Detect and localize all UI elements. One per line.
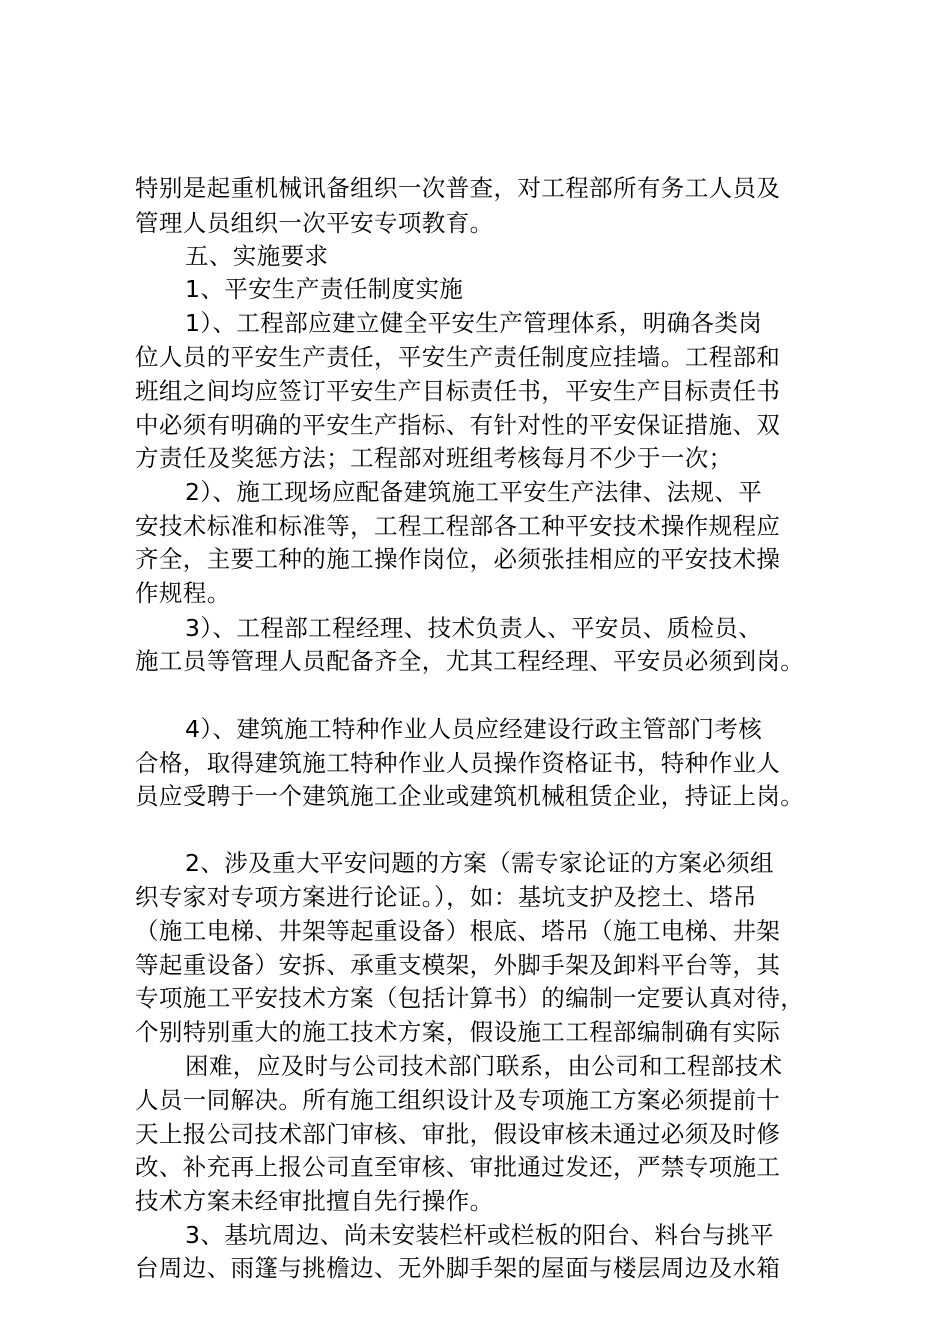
text-line: 管理人员组织一次平安专项教育。 xyxy=(135,209,494,237)
text-line: 3、基坑周边、尚未安装栏杆或栏板的阳台、料台与挑平 xyxy=(185,1221,774,1249)
text-line: 专项施工平安技术方案（包括计算书）的编制一定要认真对待， xyxy=(135,984,805,1012)
text-line: 班组之间均应签订平安生产目标责任书，平安生产目标责任书 xyxy=(135,377,781,405)
text-line: 作规程。 xyxy=(135,579,231,607)
text-line: 人员一同解决。所有施工组织设计及专项施工方案必须提前十 xyxy=(135,1086,781,1114)
text-line: 合格，取得建筑施工特种作业人员操作资格证书，特种作业人 xyxy=(135,749,781,777)
text-line: 施工员等管理人员配备齐全，尤其工程经理、平安员必须到岗。 xyxy=(135,647,805,675)
text-line: 织专家对专项方案进行论证。），如：基坑支护及挖土、塔吊 xyxy=(135,883,757,911)
text-line: 1）、工程部应建立健全平安生产管理体系，明确各类岗 xyxy=(185,309,763,337)
text-line: （施工电梯、井架等起重设备）根底、塔吊（施工电梯、井架 xyxy=(135,917,781,945)
subsection-heading: 1、平安生产责任制度实施 xyxy=(185,275,464,303)
text-line: 台周边、雨篷与挑檐边、无外脚手架的屋面与楼层周边及水箱 xyxy=(135,1254,781,1282)
text-line: 个别特别重大的施工技术方案，假设施工工程部编制确有实际 xyxy=(135,1018,781,1046)
text-line: 2、涉及重大平安问题的方案（需专家论证的方案必须组 xyxy=(185,849,774,877)
text-line: 员应受聘于一个建筑施工企业或建筑机械租赁企业，持证上岗。 xyxy=(135,782,805,810)
text-line: 安技术标准和标准等，工程工程部各工种平安技术操作规程应 xyxy=(135,512,781,540)
text-line: 特别是起重机械讯备组织一次普查，对工程部所有务工人员及 xyxy=(135,174,781,202)
text-line: 齐全，主要工种的施工操作岗位，必须张挂相应的平安技术操 xyxy=(135,545,781,573)
text-line: 3）、工程部工程经理、技术负责人、平安员、质检员、 xyxy=(185,614,763,642)
text-line: 等起重设备）安拆、承重支模架，外脚手架及卸料平台等，其 xyxy=(135,951,781,979)
text-line: 4）、建筑施工特种作业人员应经建设行政主管部门考核 xyxy=(185,715,763,743)
text-line: 中必须有明确的平安生产指标、有针对性的平安保证措施、双 xyxy=(135,411,781,439)
text-line: 技术方案未经审批擅自先行操作。 xyxy=(135,1187,494,1215)
text-line: 2）、施工现场应配备建筑施工平安生产法律、法规、平 xyxy=(185,478,763,506)
text-line: 方责任及奖惩方法；工程部对班组考核每月不少于一次； xyxy=(135,444,733,472)
text-line: 困难，应及时与公司技术部门联系，由公司和工程部技术 xyxy=(185,1052,783,1080)
text-line: 位人员的平安生产责任，平安生产责任制度应挂墙。工程部和 xyxy=(135,343,781,371)
text-line: 改、补充再上报公司直至审核、审批通过发还，严禁专项施工 xyxy=(135,1153,781,1181)
section-heading: 五、实施要求 xyxy=(185,242,329,270)
text-line: 天上报公司技术部门审核、审批，假设审核未通过必须及时修 xyxy=(135,1120,781,1148)
